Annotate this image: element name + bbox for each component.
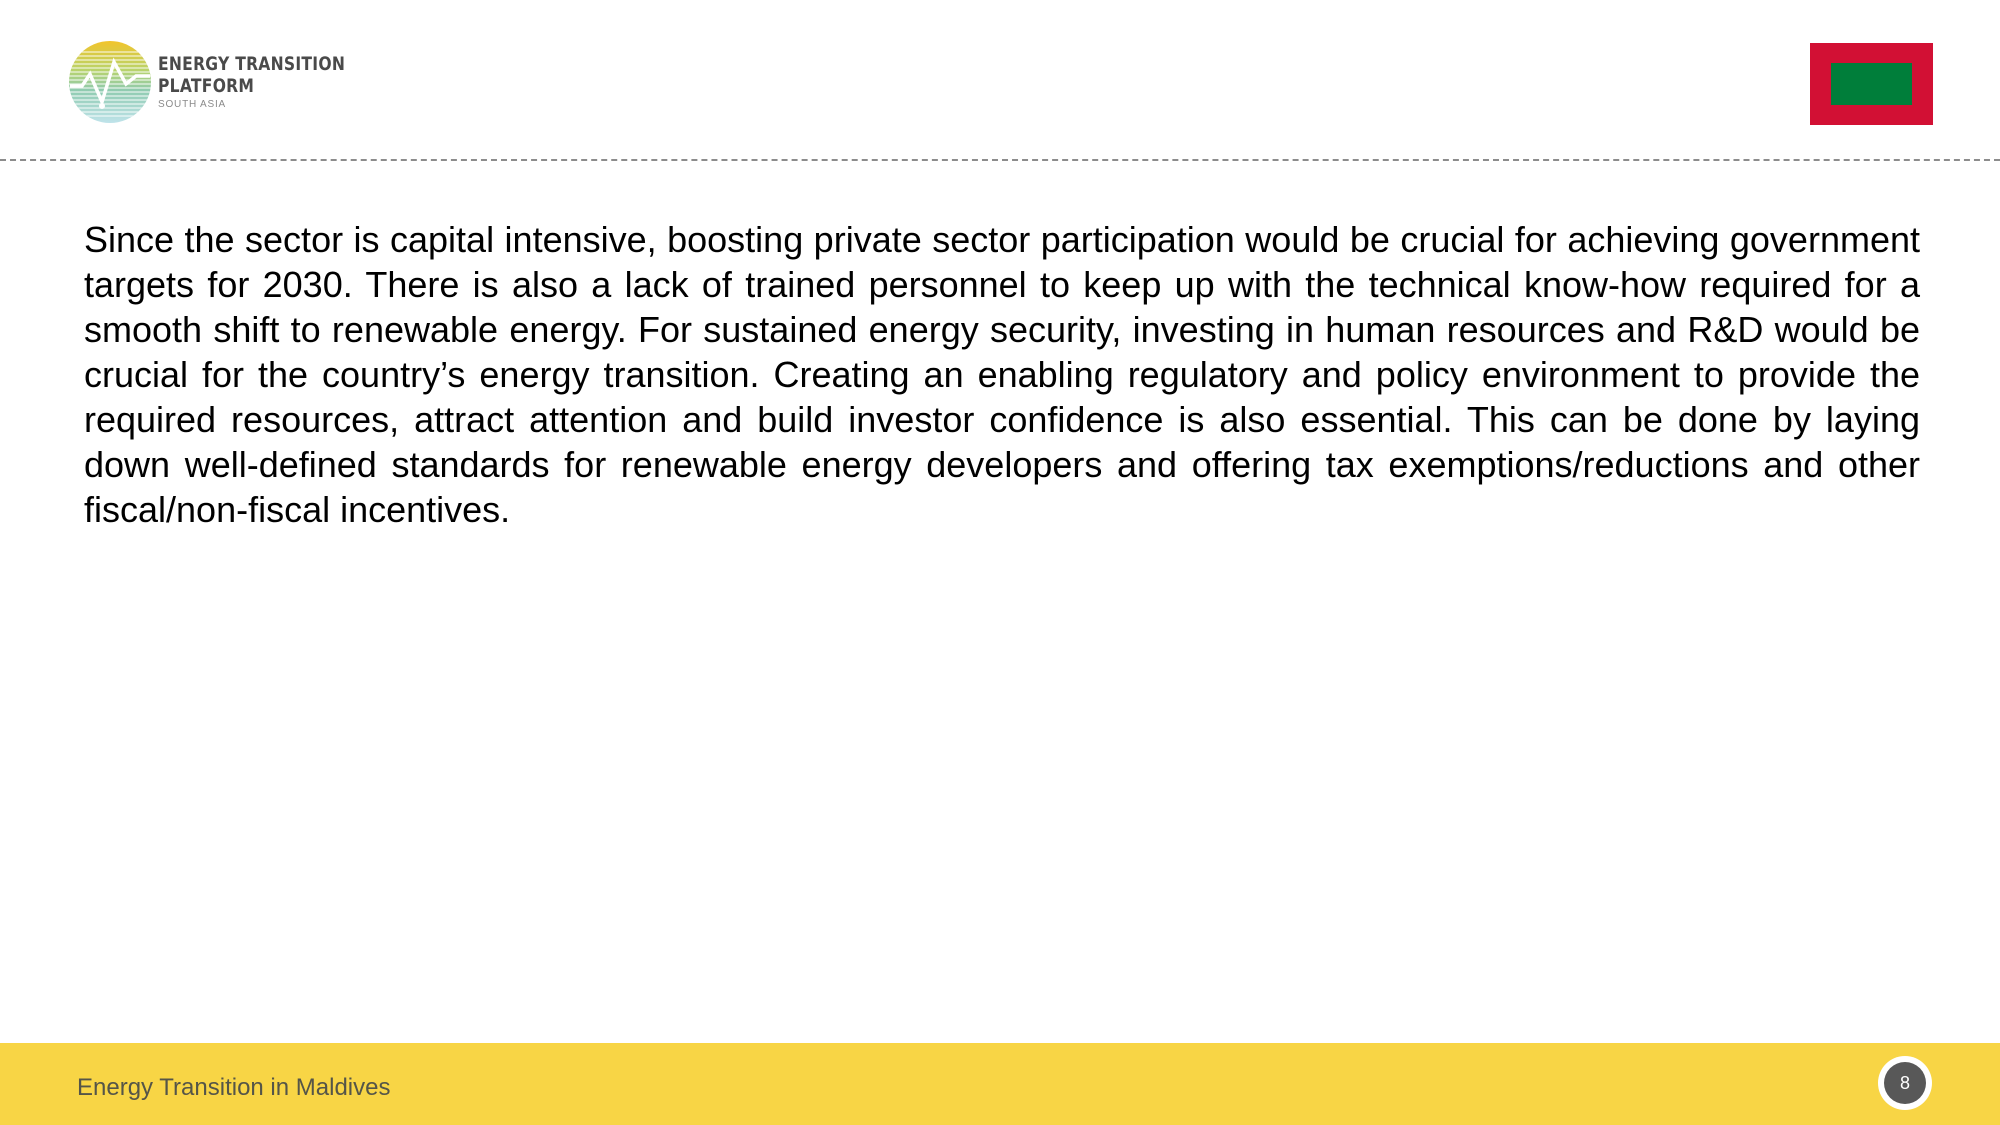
logo-title-line1: ENERGY TRANSITION <box>158 52 346 75</box>
maldives-flag-icon <box>1810 43 1933 125</box>
footer-bar <box>0 1043 2000 1125</box>
page-number-badge <box>1878 1056 1932 1110</box>
platform-logo <box>68 40 386 124</box>
flag-green-field <box>1831 63 1912 105</box>
body-paragraph: Since the sector is capital intensive, boosting private sector participation would be crucial for achieving government targets for 2030. There is also a lack of trained personnel to keep up with the technical know-how required for a smooth shift to renewable energy. For sustained energy security, investing in human resources and R&D would be crucial for the country’s energy transition. Creating an enabling regulatory and policy environment to provide the required resources, attract attention and build investor confidence is also essential. This can be done by laying down well-defined standards for renewable energy developers and offering tax exemptions/reductions and other fiscal/non-fiscal incentives. <box>84 219 1920 530</box>
footer-title: Energy Transition in Maldives <box>77 1074 391 1101</box>
header-divider <box>0 159 2000 161</box>
page-number: 8 <box>1884 1062 1926 1104</box>
crescent-icon <box>1831 63 1912 105</box>
energy-wave-sun-icon <box>68 40 152 124</box>
logo-title-line2: PLATFORM <box>158 74 255 97</box>
logo-wordmark <box>158 53 386 112</box>
logo-subtitle: SOUTH ASIA <box>158 98 227 110</box>
